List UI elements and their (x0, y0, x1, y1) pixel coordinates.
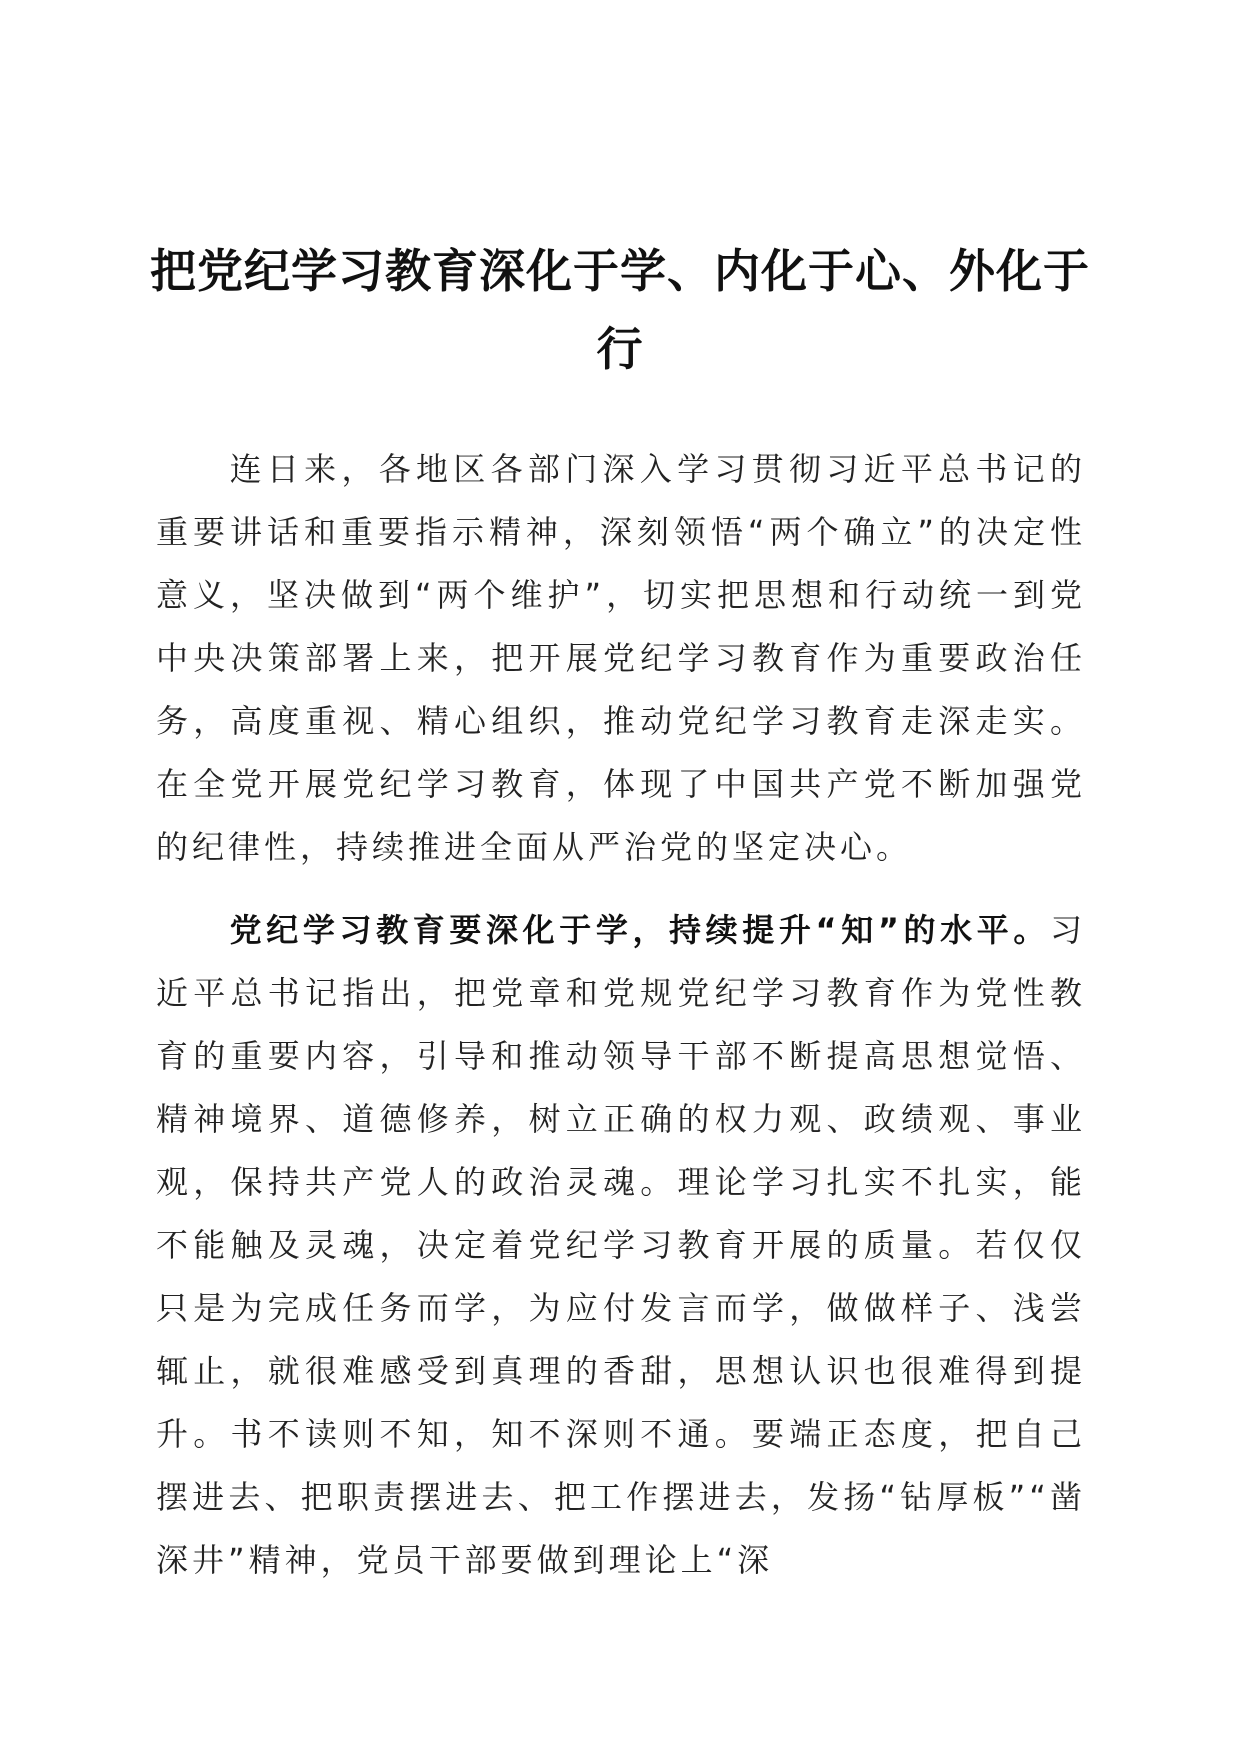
paragraph-study-text: 习近平总书记指出，把党章和党规党纪学习教育作为党性教育的重要内容，引导和推动领导干部不断提高思想觉悟、精神境界、道德修养，树立正确的权力观、政绩观、事业观，保持共产党人的政治灵魂。理论学习扎实不扎实，能不能触及灵魂，决定着党纪学习教育开展的质量。若仅仅只是为完成任务而学，为应付发言而学，做做样子、浅尝辄止，就很难感受到真理的香甜，思想认识也很难得到提升。书不读则不知，知不深则不通。要端正态度，把自己摆进去、把职责摆进去、把工作摆进去，发扬“钻厚板”“凿深井”精神，党员干部要做到理论上“深 (156, 911, 1086, 1579)
paragraph-study (156, 899, 1086, 1592)
document-title: 把党纪学习教育深化于学、内化于心、外化于行 (150, 244, 1090, 376)
paragraph-intro-text: 连日来，各地区各部门深入学习贯彻习近平总书记的重要讲话和重要指示精神，深刻领悟“两个确立”的决定性意义，坚决做到“两个维护”，切实把思想和行动统一到党中央决策部署上来，把开展党纪学习教育作为重要政治任务，高度重视、精心组织，推动党纪学习教育走深走实。在全党开展党纪学习教育，体现了中国共产党不断加强党的纪律性，持续推进全面从严治党的坚定决心。 (156, 450, 1086, 866)
paragraph-study-lead: 党纪学习教育要深化于学，持续提升“知”的水平。 (229, 911, 1050, 949)
paragraph-intro (156, 438, 1086, 879)
document-body (156, 438, 1086, 1592)
